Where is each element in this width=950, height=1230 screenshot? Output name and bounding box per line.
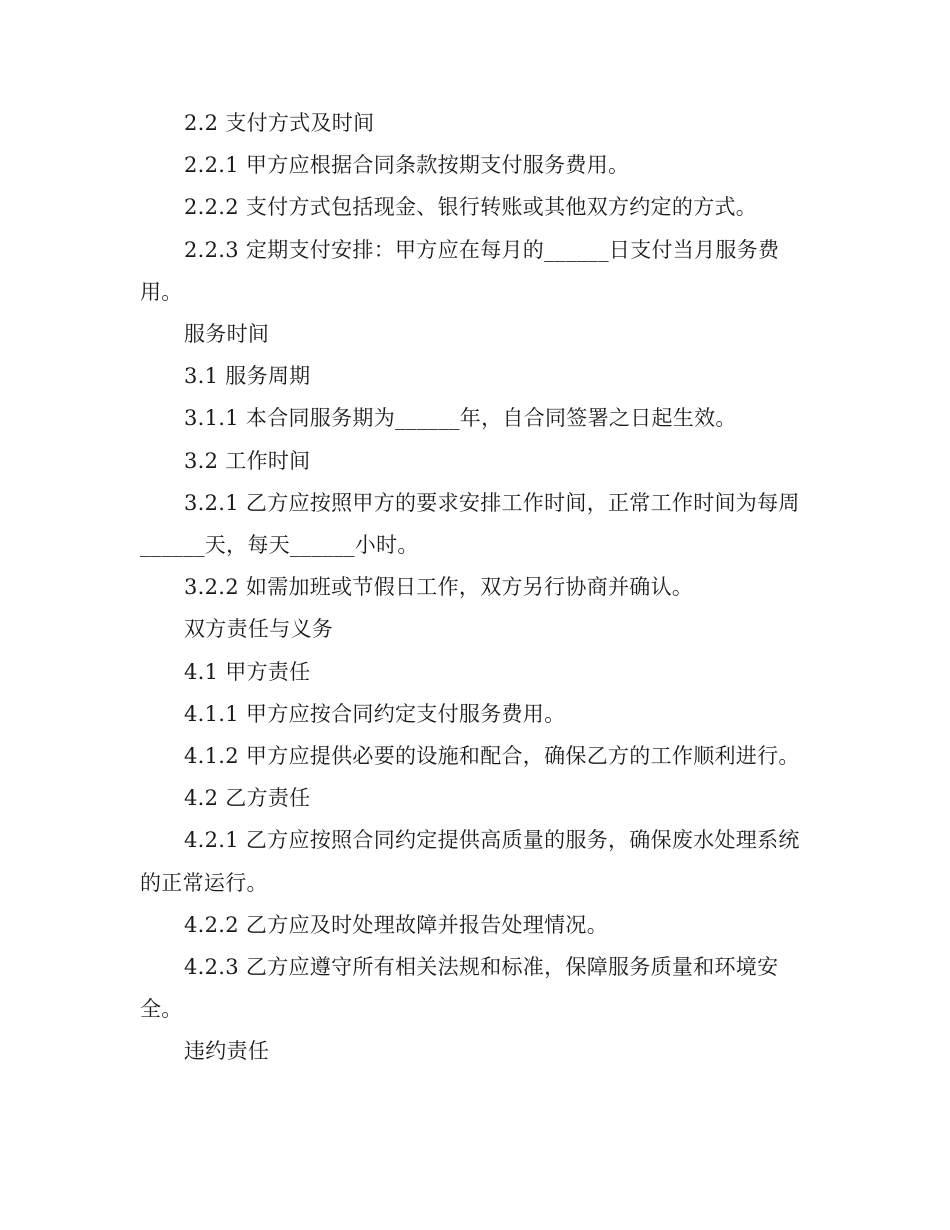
- clause-4-2-3: 4.2.3 乙方应遵守所有相关法规和标准，保障服务质量和环境安全。: [140, 955, 779, 1022]
- heading-4-2: 4.2 乙方责任: [184, 786, 311, 811]
- clause-2-2-1: 2.2.1 甲方应根据合同条款按期支付服务费用。: [184, 153, 630, 178]
- heading-3-1: 3.1 服务周期: [184, 364, 311, 389]
- clause-4-2-2: 4.2.2 乙方应及时处理故障并报告处理情况。: [184, 912, 609, 937]
- clause-3-2-2: 3.2.2 如需加班或节假日工作，双方另行协商并确认。: [184, 575, 694, 600]
- document-body: [140, 102, 800, 1073]
- section-heading-liability: 违约责任: [184, 1039, 270, 1064]
- heading-4-1: 4.1 甲方责任: [184, 659, 311, 684]
- clause-2-2-2: 2.2.2 支付方式包括现金、银行转账或其他双方约定的方式。: [184, 195, 758, 220]
- clause-3-2-1: 3.2.1 乙方应按照甲方的要求安排工作时间，正常工作时间为每周______天，每天______小时。: [140, 490, 800, 558]
- clause-2-2-3: 2.2.3 定期支付安排：甲方应在每月的______日支付当月服务费用。: [140, 237, 780, 304]
- section-heading-service-time: 服务时间: [184, 322, 270, 347]
- clause-3-1-1: 3.1.1 本合同服务期为______年，自合同签署之日起生效。: [184, 406, 737, 431]
- section-heading-responsibilities: 双方责任与义务: [184, 617, 334, 642]
- clause-4-1-1: 4.1.1 甲方应按合同约定支付服务费用。: [184, 701, 566, 726]
- clause-4-1-2: 4.1.2 甲方应提供必要的设施和配合，确保乙方的工作顺利进行。: [184, 744, 800, 769]
- heading-2-2: 2.2 支付方式及时间: [184, 111, 375, 135]
- heading-3-2: 3.2 工作时间: [184, 448, 311, 473]
- clause-4-2-1: 4.2.1 乙方应按照合同约定提供高质量的服务，确保废水处理系统的正常运行。: [140, 828, 800, 895]
